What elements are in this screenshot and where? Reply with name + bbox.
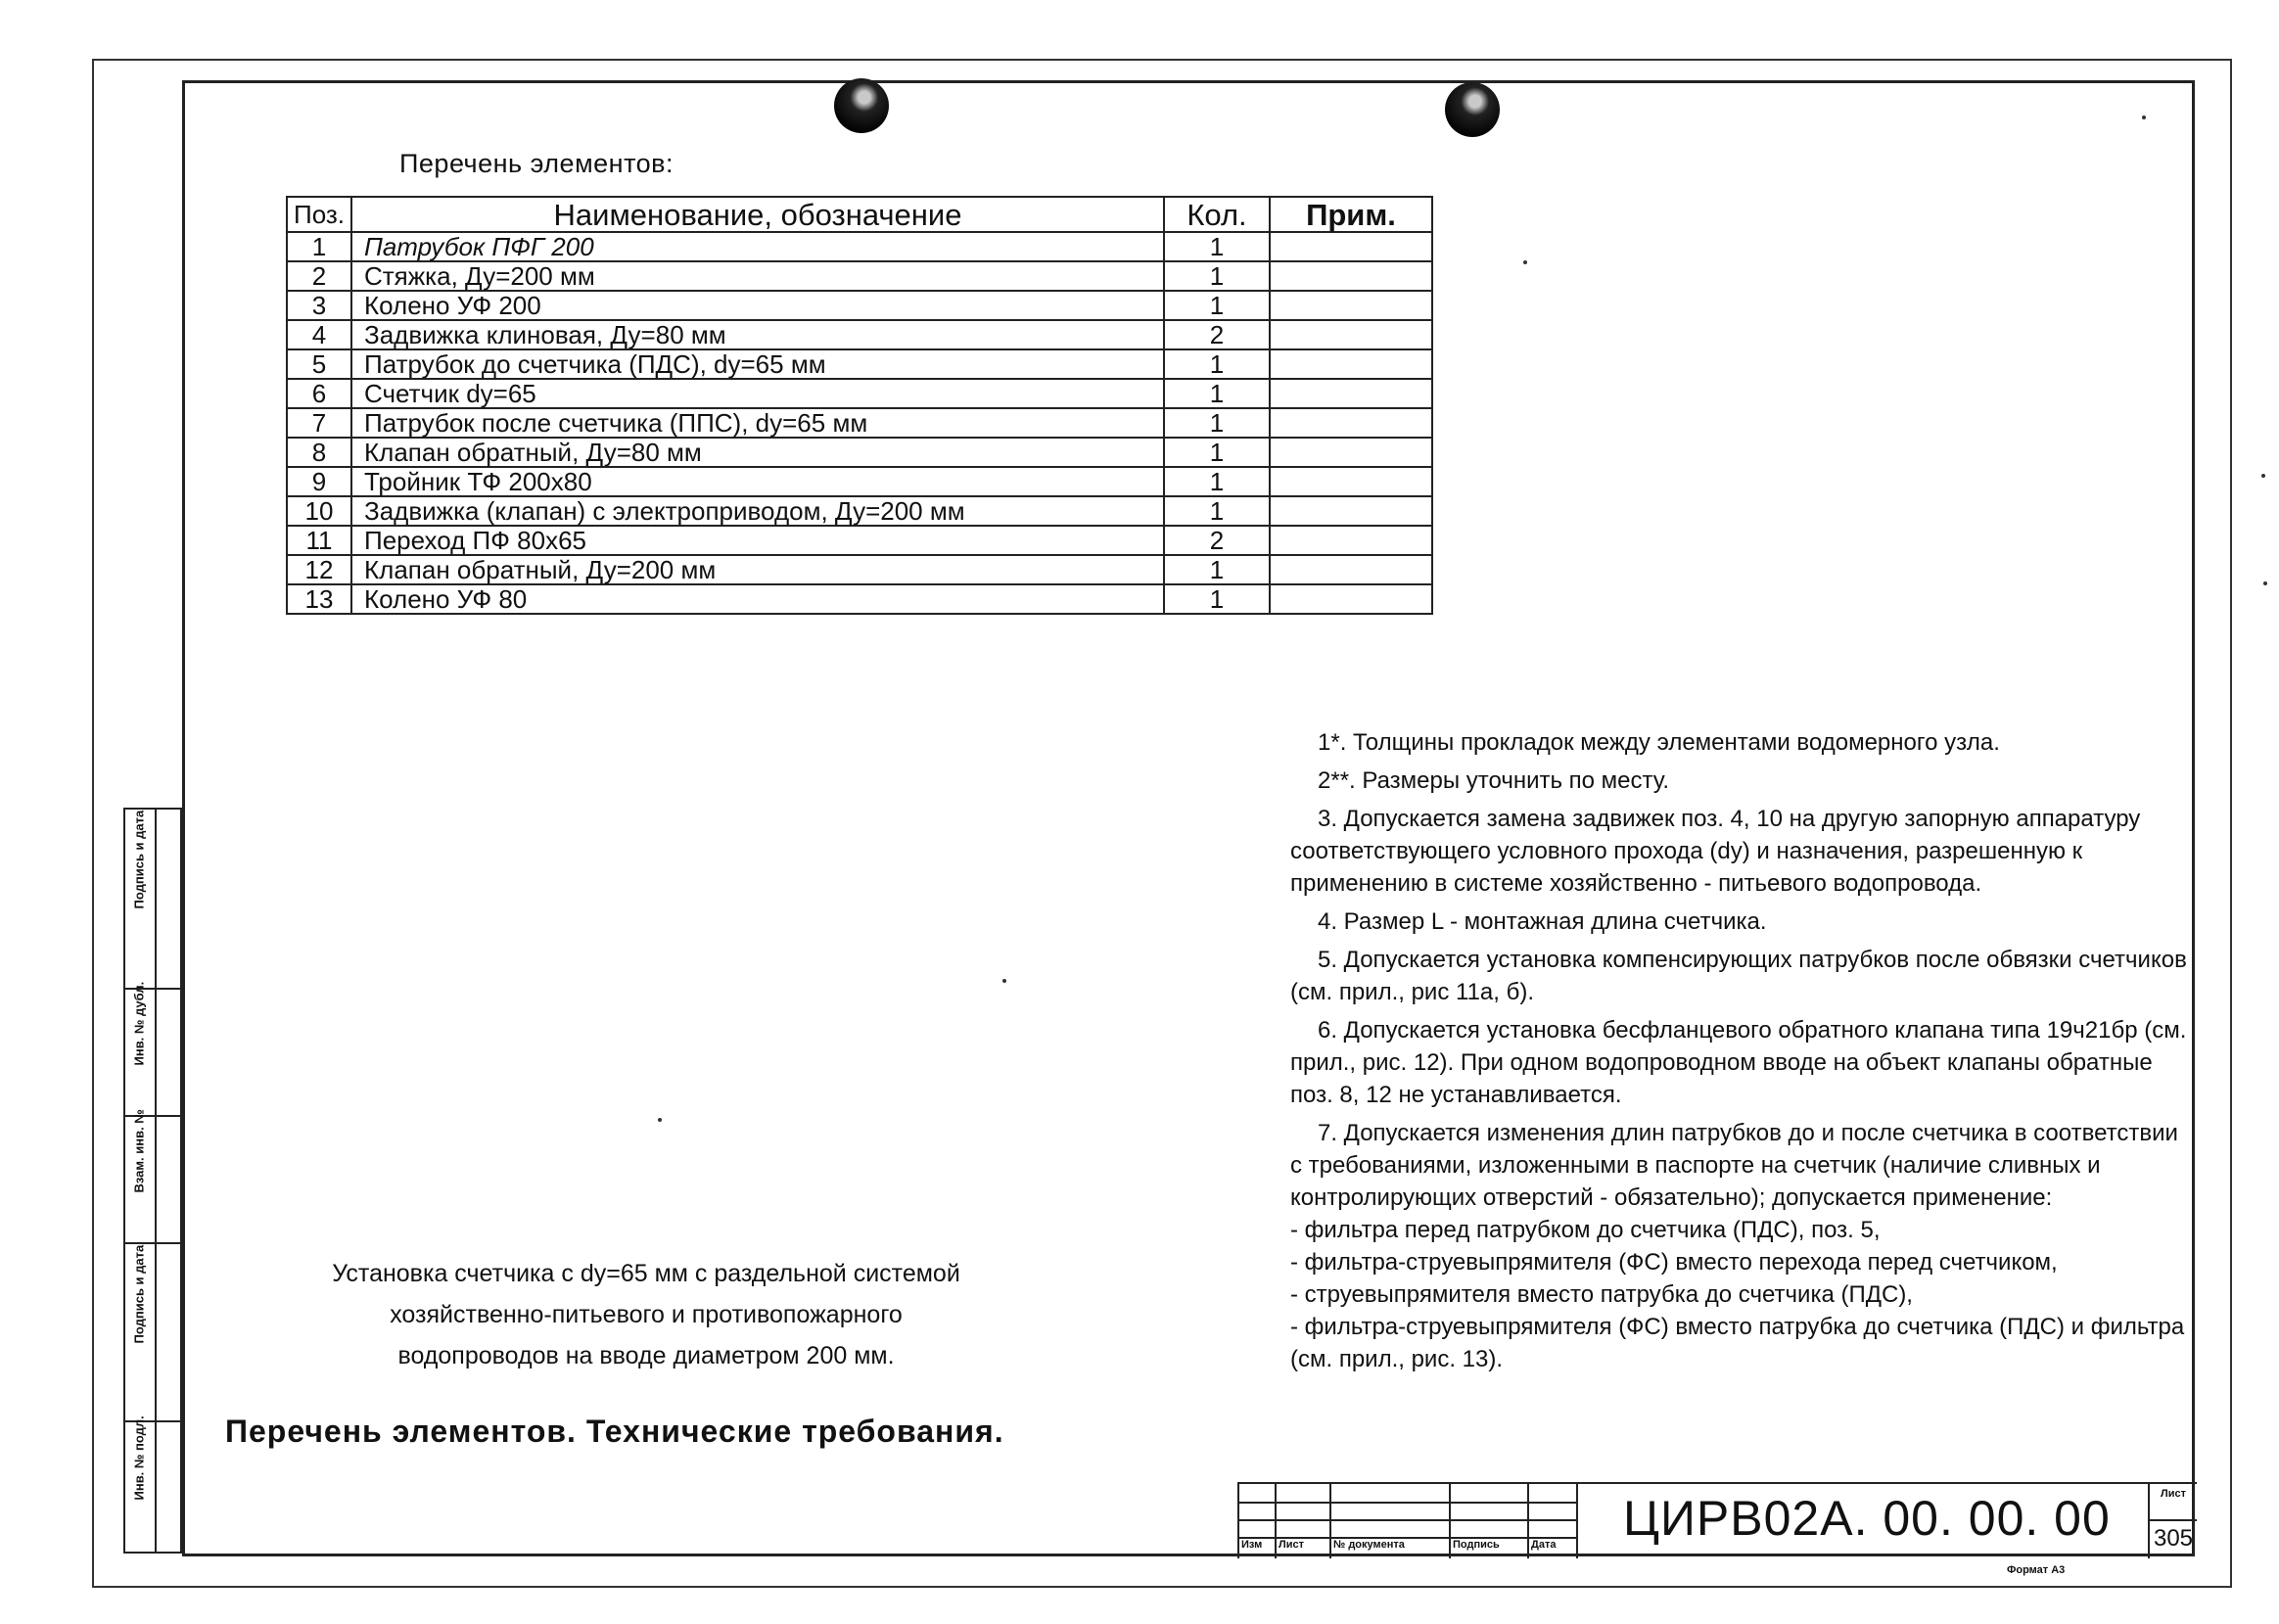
cell-pos: 10 <box>287 496 351 526</box>
header-name: Наименование, обозначение <box>351 197 1164 232</box>
cell-qty: 1 <box>1164 467 1270 496</box>
side-cell-sign-date-top <box>125 810 180 990</box>
cell-qty: 1 <box>1164 291 1270 320</box>
outer-trim-top <box>92 59 2232 61</box>
table-row <box>287 555 1432 584</box>
cell-name: Клапан обратный, Ду=80 мм <box>351 438 1164 467</box>
cell-name: Клапан обратный, Ду=200 мм <box>351 555 1164 584</box>
table-row <box>287 467 1432 496</box>
cell-note <box>1270 379 1432 408</box>
cell-note <box>1270 496 1432 526</box>
table-row <box>287 526 1432 555</box>
scan-speck <box>2263 581 2267 585</box>
cell-qty: 1 <box>1164 555 1270 584</box>
table-row <box>287 408 1432 438</box>
header-note: Прим. <box>1270 197 1432 232</box>
outer-trim-right <box>2230 59 2232 1588</box>
cell-qty: 1 <box>1164 261 1270 291</box>
scan-speck <box>2142 116 2146 119</box>
side-stamp-strip <box>123 808 182 1554</box>
cell-name: Счетчик dy=65 <box>351 379 1164 408</box>
cell-pos: 6 <box>287 379 351 408</box>
side-label-inv-orig: Инв. № подл. <box>131 1415 147 1501</box>
cell-note <box>1270 438 1432 467</box>
note-item: 5. Допускается установка компенсирующих патрубков после обвязки счетчиков (см. прил., рис 11а, б). <box>1290 947 2187 1005</box>
side-cell-inv-dup <box>125 981 180 1117</box>
table-header-row <box>287 197 1432 232</box>
side-cell-sign-date-bottom <box>125 1242 180 1422</box>
cell-pos: 3 <box>287 291 351 320</box>
cell-note <box>1270 555 1432 584</box>
scan-speck <box>658 1118 662 1122</box>
sheet-label: Лист <box>2161 1488 2186 1500</box>
cell-qty: 1 <box>1164 584 1270 614</box>
cell-name: Патрубок до счетчика (ПДС), dy=65 мм <box>351 349 1164 379</box>
scan-speck <box>1523 260 1527 264</box>
cell-note <box>1270 526 1432 555</box>
side-label-vzam-inv: Взам. инв. № <box>131 1109 147 1193</box>
cell-qty: 1 <box>1164 349 1270 379</box>
cell-pos: 11 <box>287 526 351 555</box>
note-item: 2**. Размеры уточнить по месту. <box>1318 767 1670 794</box>
header-pos: Поз. <box>287 197 351 232</box>
sheet-number-box <box>2148 1484 2197 1558</box>
cell-pos: 8 <box>287 438 351 467</box>
cell-note <box>1270 408 1432 438</box>
title-block-designation <box>1576 1482 2197 1558</box>
note-sub-item: - струевыпрямителя вместо патрубка до счетчика (ПДС), <box>1290 1281 1913 1308</box>
table-row <box>287 291 1432 320</box>
cell-qty: 1 <box>1164 379 1270 408</box>
cell-note <box>1270 349 1432 379</box>
side-label-sign-date: Подпись и дата <box>131 810 147 909</box>
cell-note <box>1270 291 1432 320</box>
side-label-inv-dup: Инв. № дубл. <box>131 981 147 1066</box>
col-label-list: Лист <box>1279 1539 1304 1551</box>
cell-name: Колено УФ 80 <box>351 584 1164 614</box>
cell-qty: 1 <box>1164 496 1270 526</box>
note-sub-item: - фильтра-струевыпрямителя (ФС) вместо перехода перед счетчиком, <box>1290 1249 2058 1276</box>
cell-qty: 1 <box>1164 408 1270 438</box>
cell-note <box>1270 584 1432 614</box>
header-qty: Кол. <box>1164 197 1270 232</box>
cell-pos: 4 <box>287 320 351 349</box>
cell-name: Задвижка (клапан) с электроприводом, Ду=200 мм <box>351 496 1164 526</box>
col-label-doc: № документа <box>1333 1539 1405 1551</box>
note-item: 4. Размер L - монтажная длина счетчика. <box>1318 908 1767 935</box>
cell-pos: 1 <box>287 232 351 261</box>
side-cell-vzam-inv <box>125 1109 180 1244</box>
table-row <box>287 584 1432 614</box>
table-row <box>287 496 1432 526</box>
table-row <box>287 232 1432 261</box>
cell-name: Стяжка, Ду=200 мм <box>351 261 1164 291</box>
col-label-date: Дата <box>1531 1539 1557 1551</box>
binder-hole-left <box>834 78 889 133</box>
cell-name: Патрубок после счетчика (ППС), dy=65 мм <box>351 408 1164 438</box>
note-sub-item: - фильтра-струевыпрямителя (ФС) вместо патрубка до счетчика (ПДС) и фильтра (см. прил., рис. 13). <box>1290 1314 2185 1372</box>
cell-qty: 1 <box>1164 438 1270 467</box>
col-label-izm: Изм <box>1241 1539 1263 1551</box>
drawing-caption: Установка счетчика с dy=65 мм с раздельной системой хозяйственно-питьевого и противопожарного водопроводов на вводе диаметром 200 мм. <box>332 1260 960 1369</box>
cell-name: Тройник ТФ 200x80 <box>351 467 1164 496</box>
table-row <box>287 261 1432 291</box>
sheet-title: Перечень элементов. Технические требования. <box>225 1414 1004 1449</box>
document-code: ЦИРВ02А. 00. 00. 00 <box>1623 1491 2111 1546</box>
paper-format: Формат А3 <box>2007 1564 2066 1576</box>
elements-list-title: Перечень элементов: <box>399 149 674 178</box>
cell-pos: 2 <box>287 261 351 291</box>
cell-qty: 2 <box>1164 320 1270 349</box>
cell-qty: 2 <box>1164 526 1270 555</box>
technical-requirements <box>1290 726 2189 1375</box>
col-label-sign: Подпись <box>1453 1539 1500 1551</box>
cell-pos: 7 <box>287 408 351 438</box>
table-row <box>287 320 1432 349</box>
elements-table <box>286 196 1433 615</box>
note-item: 7. Допускается изменения длин патрубков до и после счетчика в соответствии с требованиями, изложенными в паспорте на счетчик (наличие сливных и контролирующих отверстий - обязательно); допускается применение: <box>1290 1120 2178 1211</box>
note-item: 6. Допускается установка бесфланцевого обратного клапана типа 19ч21бр (см. прил., рис. 12). При одном водопроводном вводе на объект клапаны обратные поз. 8, 12 не устанавливается. <box>1290 1017 2187 1108</box>
cell-name: Переход ПФ 80x65 <box>351 526 1164 555</box>
table-row <box>287 379 1432 408</box>
side-label-sign-date: Подпись и дата <box>131 1244 147 1344</box>
scan-speck <box>2261 474 2265 478</box>
cell-pos: 5 <box>287 349 351 379</box>
note-item: 3. Допускается замена задвижек поз. 4, 10 на другую запорную аппаратуру соответствующего условного прохода (dy) и назначения, разрешенную к применению в системе хозяйственно - питьевого водопровода. <box>1290 806 2141 897</box>
cell-note <box>1270 320 1432 349</box>
binder-hole-right <box>1445 82 1500 137</box>
cell-name: Патрубок ПФГ 200 <box>351 232 1164 261</box>
cell-name: Колено УФ 200 <box>351 291 1164 320</box>
side-cell-inv-orig <box>125 1415 180 1552</box>
note-sub-item: - фильтра перед патрубком до счетчика (ПДС), поз. 5, <box>1290 1217 1881 1243</box>
note-item: 1*. Толщины прокладок между элементами водомерного узла. <box>1318 729 2000 756</box>
cell-note <box>1270 467 1432 496</box>
cell-qty: 1 <box>1164 232 1270 261</box>
sheet-number: 305 <box>2150 1519 2197 1553</box>
cell-pos: 12 <box>287 555 351 584</box>
cell-pos: 9 <box>287 467 351 496</box>
outer-trim-bottom <box>92 1586 2232 1588</box>
scan-speck <box>1002 979 1006 983</box>
cell-note <box>1270 261 1432 291</box>
cell-pos: 13 <box>287 584 351 614</box>
table-row <box>287 438 1432 467</box>
table-row <box>287 349 1432 379</box>
cell-name: Задвижка клиновая, Ду=80 мм <box>351 320 1164 349</box>
outer-trim-left <box>92 59 94 1588</box>
cell-note <box>1270 232 1432 261</box>
